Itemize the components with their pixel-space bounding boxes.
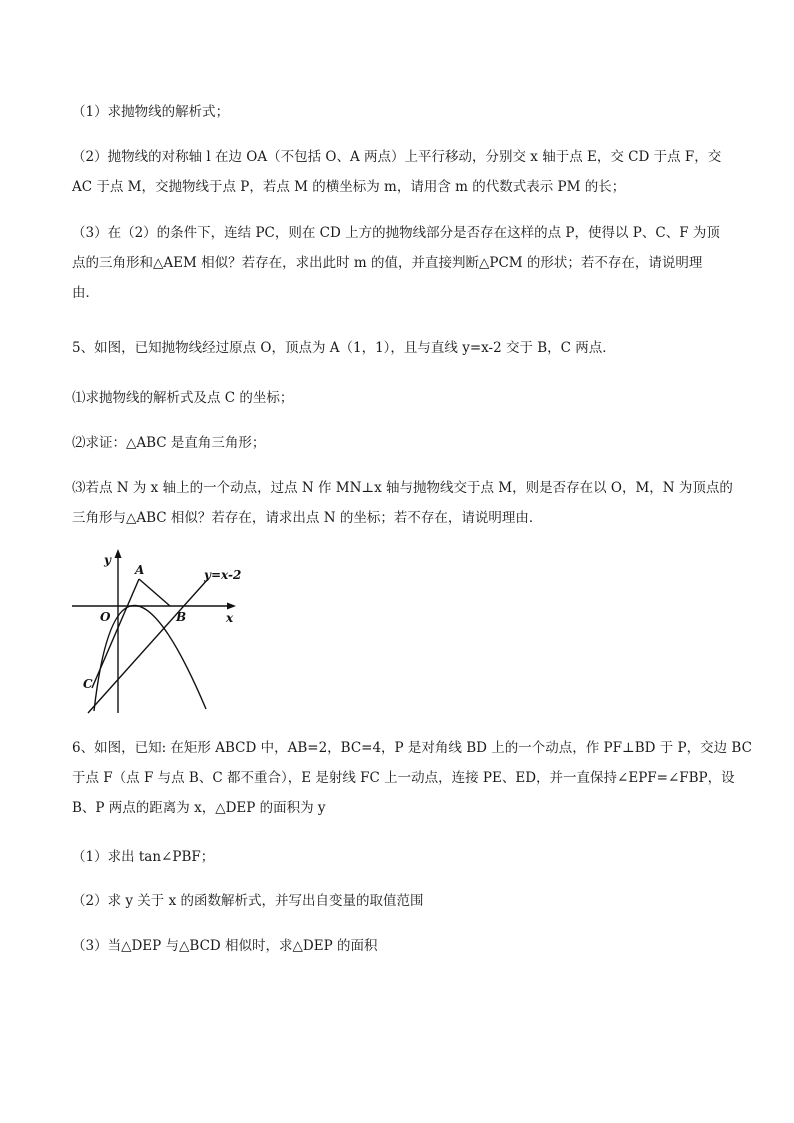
q5-part2-text: ⑵求证：△ABC 是直角三角形； bbox=[72, 435, 266, 451]
q5-part2 bbox=[72, 428, 724, 458]
label-c: C bbox=[83, 677, 93, 691]
label-b: B bbox=[176, 610, 187, 624]
parabola-curve bbox=[94, 605, 206, 711]
q6-part1 bbox=[72, 842, 724, 872]
x-axis-arrow-icon bbox=[227, 603, 236, 610]
q6-stem-line2: 于点 F（点 F 与点 B、C 都不重合），E 是射线 FC 上一动点，连接 PE、ED，并一直保持∠EPF=∠FBP，设 bbox=[72, 770, 735, 786]
label-line-equation: y=x-2 bbox=[204, 568, 242, 582]
q5-part1 bbox=[72, 383, 724, 413]
q4-part3-line2: 点的三角形和△AEM 相似？若存在，求出此时 m 的值，并直接判断△PCM 的形状；若不存在，请说明理 bbox=[72, 255, 703, 271]
q6-stem bbox=[72, 733, 752, 823]
q6-part2-text: （2）求 y 关于 x 的函数解析式，并写出自变量的取值范围 bbox=[72, 893, 424, 909]
q6-stem-line3: B、P 两点的距离为 x，△DEP 的面积为 y bbox=[72, 800, 326, 816]
segment-ca bbox=[92, 579, 139, 688]
q6-part1-text: （1）求出 tan∠PBF； bbox=[72, 849, 215, 865]
y-axis-arrow-icon bbox=[115, 549, 122, 558]
q4-part2-line1: （2）抛物线的对称轴 l 在边 OA（不包括 O、A 两点）上平行移动，分别交 x 轴于点 E，交 CD 于点 F，交 bbox=[72, 149, 722, 165]
label-y: y bbox=[104, 553, 111, 567]
q5-figure bbox=[66, 543, 244, 715]
q4-part3-line1: （3）在（2）的条件下，连结 PC，则在 CD 上方的抛物线部分是否存在这样的点 P，使得以 P、C、F 为顶 bbox=[72, 225, 720, 241]
segment-ab bbox=[139, 579, 170, 606]
q6-part3-text: （3）当△DEP 与△BCD 相似时，求△DEP 的面积 bbox=[72, 938, 378, 954]
q5-part3-line2: 三角形与△ABC 相似？若存在，请求出点 N 的坐标；若不存在，请说明理由． bbox=[72, 510, 543, 526]
q4-part1-text: （1）求抛物线的解析式； bbox=[72, 104, 230, 120]
q5-stem bbox=[72, 333, 724, 363]
q4-part1 bbox=[72, 97, 724, 127]
q6-part3 bbox=[72, 931, 724, 961]
label-a: A bbox=[135, 563, 145, 577]
q5-part1-text: ⑴求抛物线的解析式及点 C 的坐标； bbox=[72, 390, 294, 406]
label-o: O bbox=[100, 610, 111, 624]
q6-stem-line1: 6、如图，已知: 在矩形 ABCD 中，AB=2，BC=4，P 是对角线 BD 上的一个动点，作 PF⊥BD 于 P，交边 BC bbox=[72, 740, 752, 756]
q4-part3-line3: 由． bbox=[72, 285, 99, 301]
label-x: x bbox=[226, 611, 234, 625]
q5-part3 bbox=[72, 473, 733, 533]
q4-part2 bbox=[72, 142, 724, 202]
q5-part3-line1: ⑶若点 N 为 x 轴上的一个动点，过点 N 作 MN⊥x 轴与抛物线交于点 M，则是否存在以 O，M，N 为顶点的 bbox=[72, 480, 733, 496]
q5-stem-text: 5、如图，已知抛物线经过原点 O，顶点为 A（1，1），且与直线 y=x-2 交于 B，C 两点． bbox=[72, 340, 616, 356]
q4-part3 bbox=[72, 218, 724, 308]
q6-part2 bbox=[72, 886, 724, 916]
q4-part2-line2: AC 于点 M，交抛物线于点 P，若点 M 的横坐标为 m，请用含 m 的代数式表示 PM 的长； bbox=[72, 179, 626, 195]
